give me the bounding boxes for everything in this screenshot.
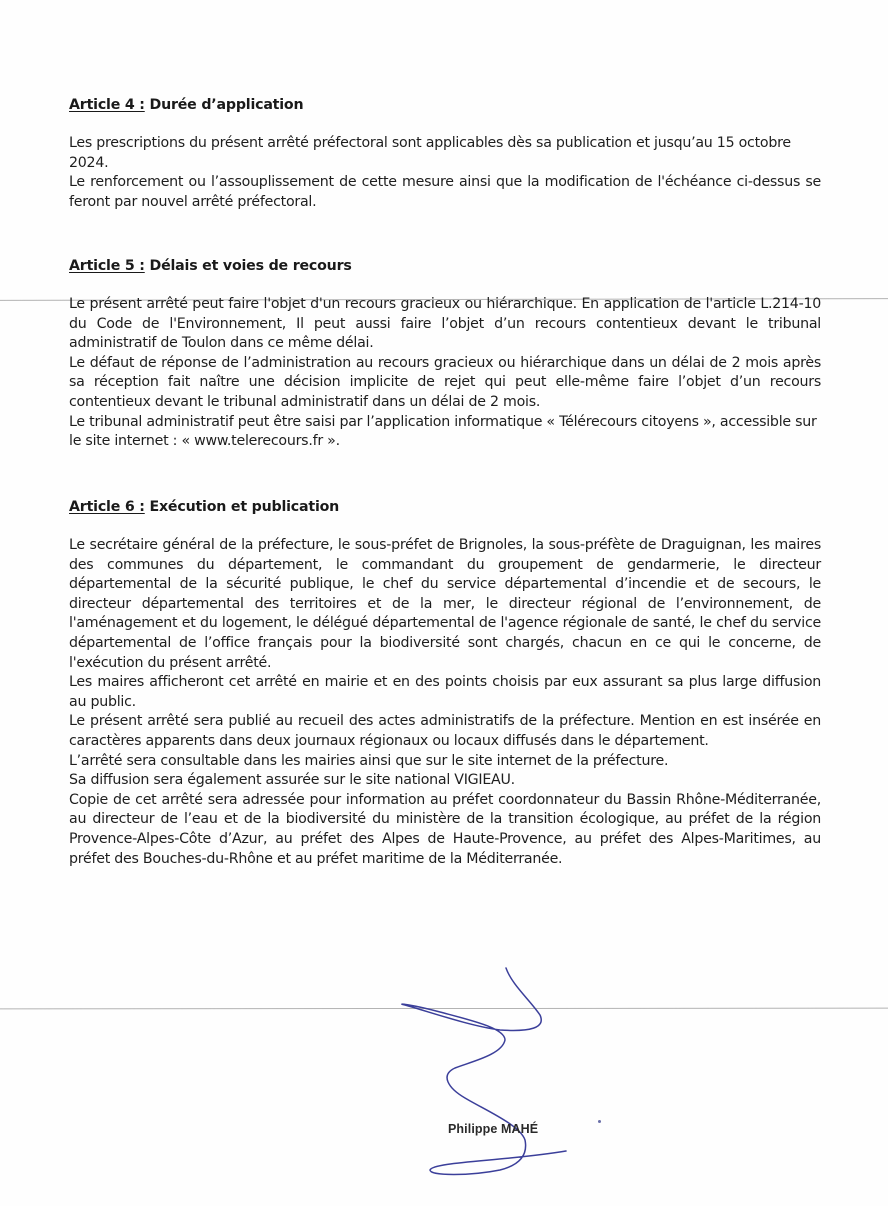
article-paragraph: Le présent arrêté sera publié au recueil des actes administratifs de la préfecture. Mention en est insérée en caractères apparents dans deux journaux régionaux ou locaux diffusés dans le département. [69, 713, 821, 749]
article-4-heading [69, 95, 821, 115]
article-paragraph: Les maires afficheront cet arrêté en mairie et en des points choisis par eux assurant sa plus large diffusion au public. [69, 674, 821, 710]
scan-artifact-line [0, 1008, 888, 1010]
article-6-heading [69, 497, 821, 517]
article-title: Exécution et publication [144, 499, 340, 515]
signer-name: Philippe MAHÉ [448, 1122, 539, 1136]
article-paragraph: Le présent arrêté peut faire l'objet d'un recours gracieux ou hiérarchique. En application de l'article L.214-10 du Code de l'Environnement, Il peut aussi faire l’objet d’un recours contentieux devant le tribunal administratif de Toulon dans ce même délai. [69, 296, 821, 352]
article-paragraph: Les prescriptions du présent arrêté préfectoral sont applicables dès sa publication et jusqu’au 15 octobre 2024. [69, 135, 791, 171]
signature-stroke [402, 968, 566, 1175]
article-paragraph: Le renforcement ou l’assouplissement de cette mesure ainsi que la modification de l'échéance ci-dessus se feront par nouvel arrêté préfectoral. [69, 174, 821, 210]
article-6 [69, 497, 821, 869]
article-paragraph: L’arrêté sera consultable dans les mairies ainsi que sur le site internet de la préfecture. [69, 752, 669, 769]
article-5 [69, 256, 821, 452]
article-paragraph: Le secrétaire général de la préfecture, le sous-préfet de Brignoles, la sous-préfète de Draguignan, les maires des communes du département, le commandant du groupement de gendarmerie, le directeur départemental de la sécurité publique, le chef du service départemental d’incendie et de secours, le directeur départemental des territoires et de la mer, le directeur régional de l’environnement, de l'aménagement et du logement, le délégué départemental de l'agence régionale de santé, le chef du service départemental de l’office français pour la biodiversité sont chargés, chacun en ce qui le concerne, de l'exécution du présent arrêté. [69, 537, 821, 671]
article-paragraph: Copie de cet arrêté sera adressée pour information au préfet coordonnateur du Bassin Rhône-Méditerranée, au directeur de l’eau et de la biodiversité du ministère de la transition écologique, au préfet de la région Provence-Alpes-Côte d’Azur, au préfet des Alpes de Haute-Provence, au préfet des Alpes-Maritimes, au préfet des Bouches-du-Rhône et au préfet maritime de la Méditerranée. [69, 791, 821, 867]
article-title: Durée d’application [144, 97, 304, 113]
article-4 [69, 95, 821, 212]
article-number: Article 6 : [69, 499, 145, 515]
article-paragraph: Sa diffusion sera également assurée sur le site national VIGIEAU. [69, 772, 515, 789]
article-number: Article 4 : [69, 97, 145, 113]
ink-speck [598, 1120, 601, 1123]
article-number: Article 5 : [69, 258, 145, 274]
article-paragraph: Le tribunal administratif peut être saisi par l’application informatique « Télérecours citoyens », accessible sur le site internet : « www.telerecours.fr ». [69, 413, 817, 450]
article-5-heading [69, 256, 821, 276]
article-paragraph: Le défaut de réponse de l’administration au recours gracieux ou hiérarchique dans un délai de 2 mois après sa réception fait naître une décision implicite de rejet qui peut elle-même faire l’objet d’un recours contentieux devant le tribunal administratif dans un délai de 2 mois. [69, 354, 821, 410]
article-title: Délais et voies de recours [144, 258, 352, 274]
